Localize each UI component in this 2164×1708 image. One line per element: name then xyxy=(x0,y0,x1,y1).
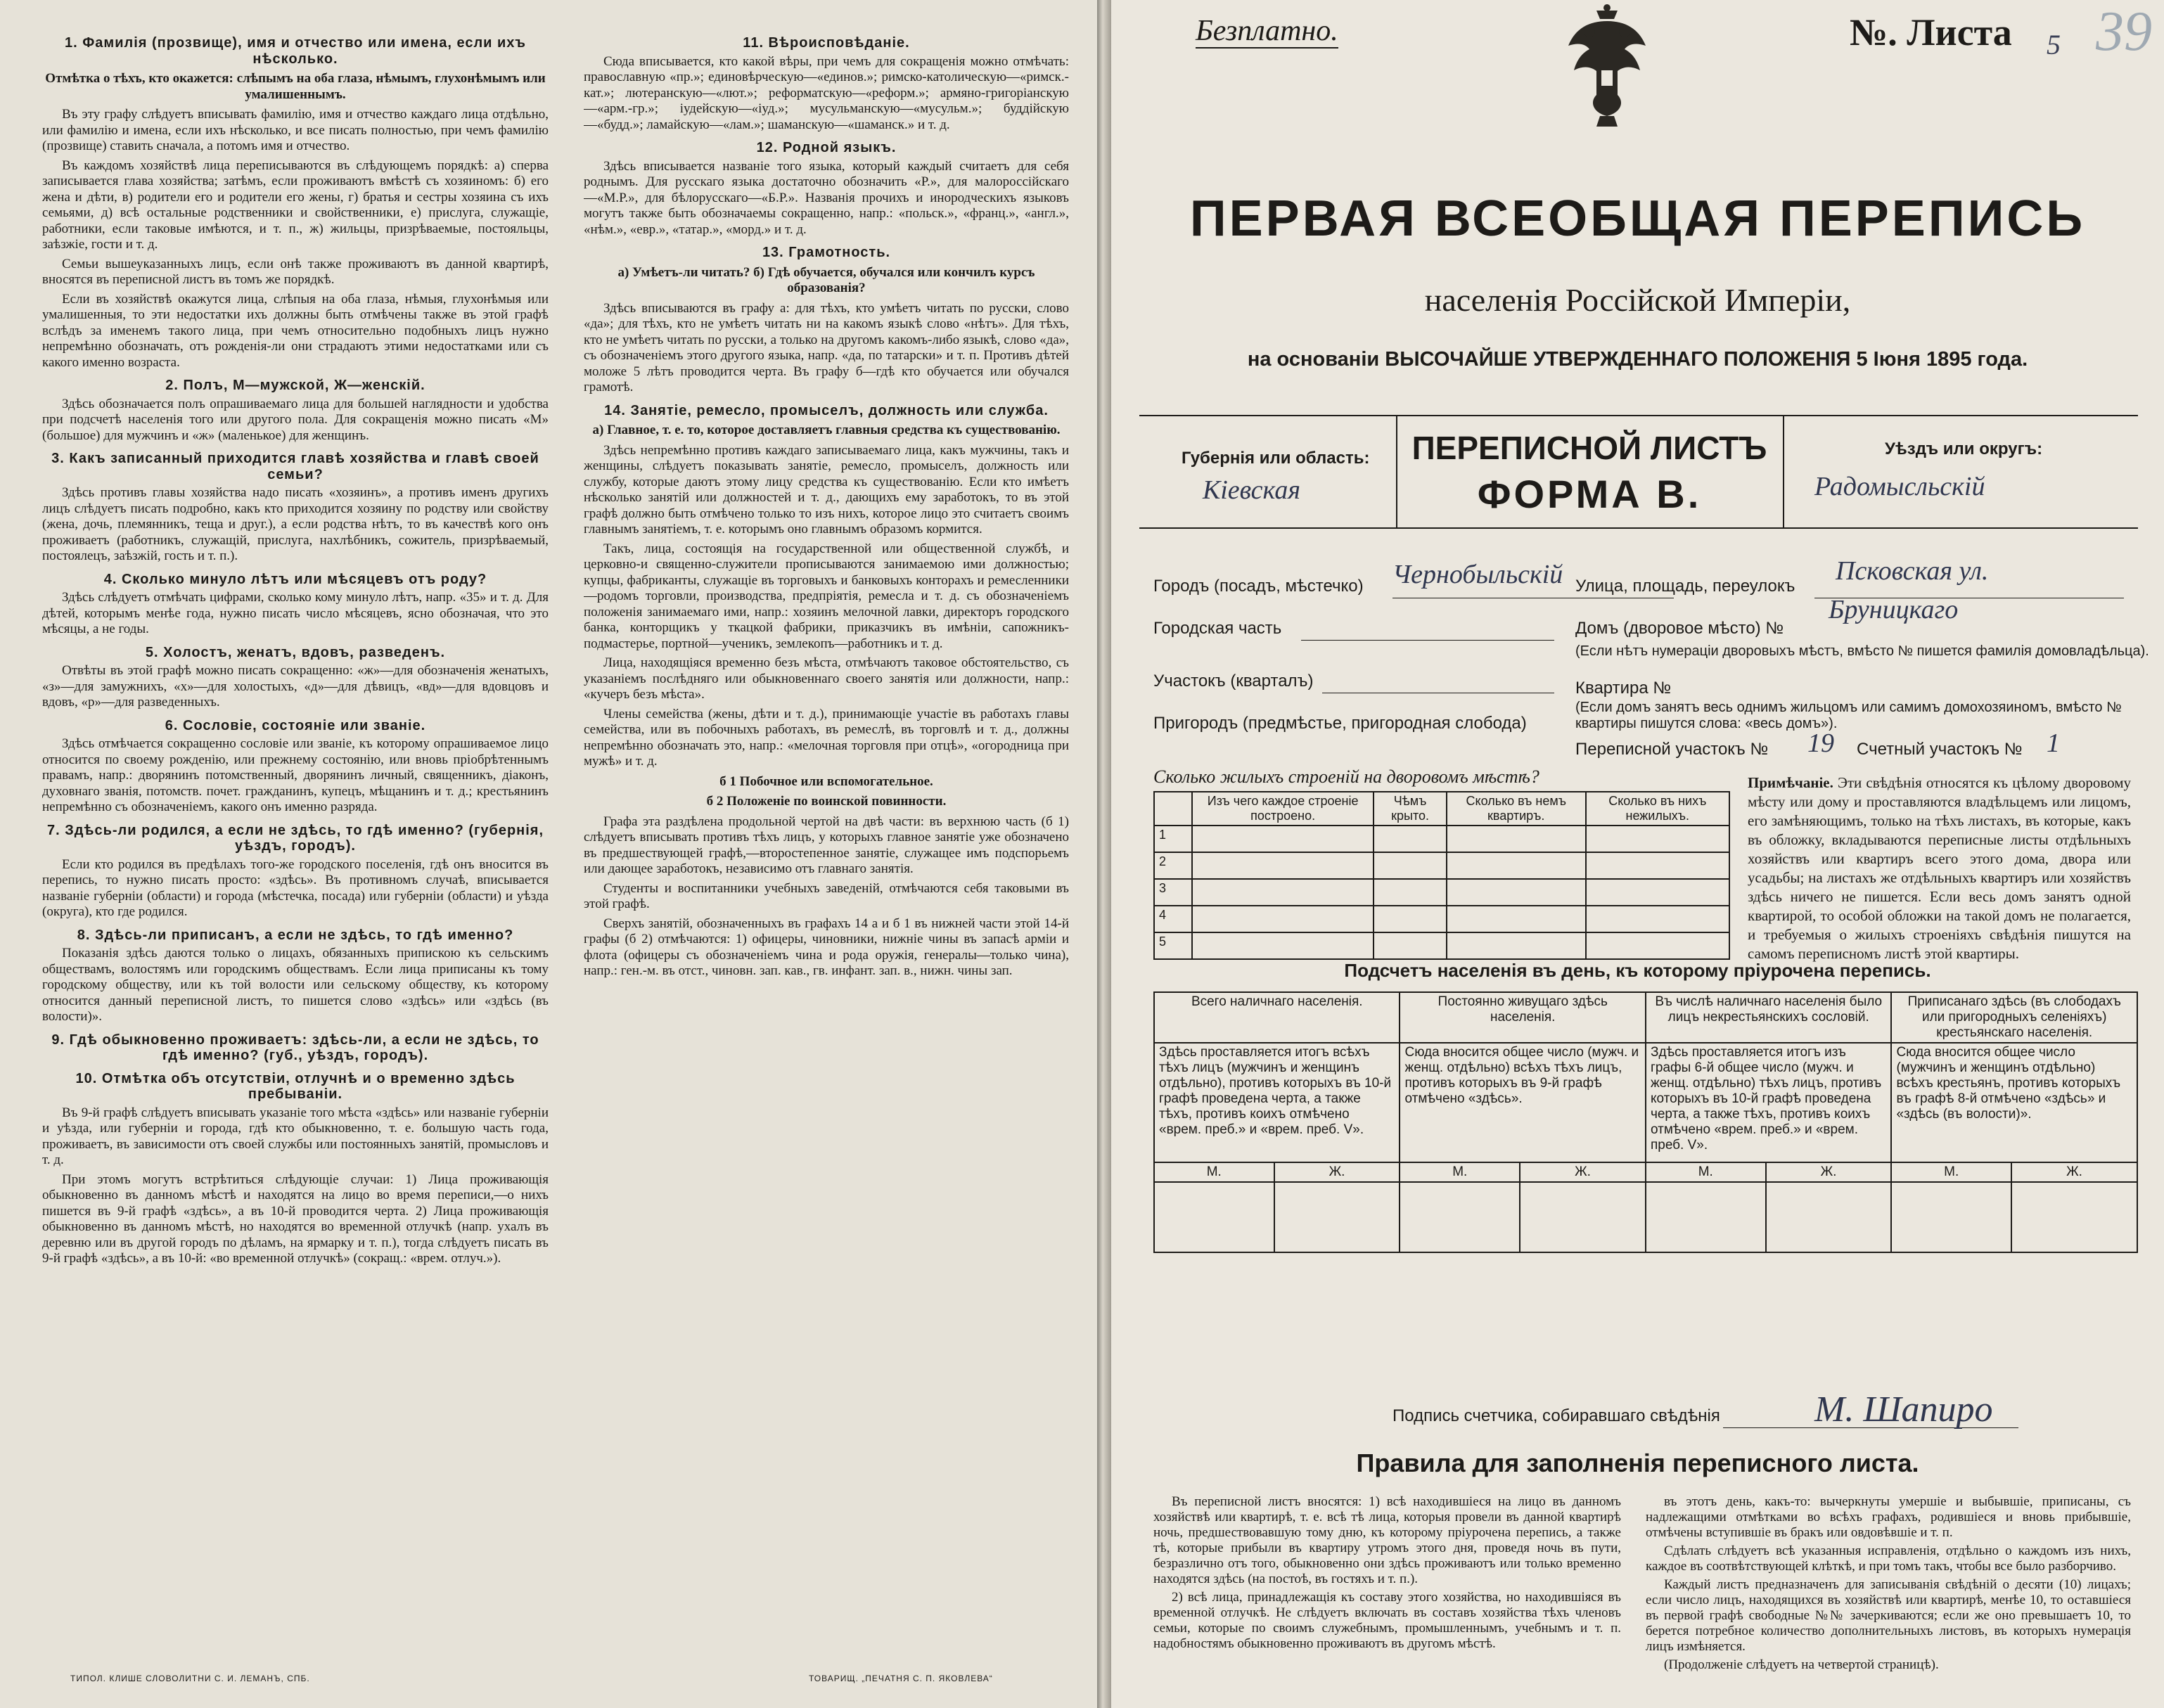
section-subheading: Отмѣтка о тѣхъ, кто окажется: слѣпымъ на оба глаза, нѣмымъ, глухонѣмымъ или умалишеннымъ. xyxy=(45,71,546,102)
buildings-row xyxy=(1154,879,1729,906)
rules-paragraph: въ этотъ день, какъ-то: вычеркнуты умершіе и выбывшіе, приписаны, съ надлежащими отмѣтками во всѣхъ графахъ, родившіеся и вновь прибывшіе, отмѣчены вступившіе въ бракъ или овдовѣвшіе и т. п. xyxy=(1646,1494,2131,1540)
rules-title: Правила для заполненія переписного листа. xyxy=(1356,1449,1919,1477)
paragraph: Лица, находящіяся временно безъ мѣста, отмѣчаютъ таковое обстоятельство, съ указаніемъ послѣдняго или обыкновеннаго своего занятія или должности, напр.: «кучеръ безъ мѣста». xyxy=(584,655,1069,702)
count-desc-peasant: Сюда вносится общее число (мужчинъ и женщинъ отдѣльно) всѣхъ крестьянъ, противъ которыхъ въ графѣ 8-й отмѣчено «здѣсь» и «здѣсь (въ волости)». xyxy=(1891,1043,2137,1162)
rules-column-1 xyxy=(1153,1494,1621,1698)
section-heading: 12. Родной языкъ. xyxy=(756,140,897,155)
note-title: Примѣчаніе. xyxy=(1748,774,1833,791)
row-number: 1 xyxy=(1154,826,1192,852)
row-number: 5 xyxy=(1154,932,1192,959)
count-col-peasant: Приписанаго здѣсь (въ слободахъ или пригородныхъ селеніяхъ) крестьянскаго населенія. xyxy=(1891,992,2137,1043)
female-col: Ж. xyxy=(1274,1162,1400,1182)
female-col: Ж. xyxy=(1766,1162,1892,1182)
section-heading: 9. Гдѣ обыкновенно проживаетъ: здѣсь-ли, а если не здѣсь, то гдѣ именно? (губ., уѣздъ, городъ). xyxy=(51,1032,539,1063)
section-heading: 14. Занятіе, ремесло, промыселъ, должность или служба. xyxy=(604,402,1049,418)
census-subtitle: населенія Россійской Имперіи, xyxy=(1424,282,1851,318)
census-title: ПЕРВАЯ ВСЕОБЩАЯ ПЕРЕПИСЬ xyxy=(1189,191,2086,247)
uezd-label: Уѣздъ или округъ: xyxy=(1885,439,2043,458)
city-label: Городъ (посадъ, мѣстечко) xyxy=(1153,577,1364,596)
buildings-table xyxy=(1153,791,1730,960)
rules-paragraph: 2) всѣ лица, принадлежащія къ составу этого хозяйства, но находившіяся въ временной отлучкѣ. Не слѣдуетъ включать въ составъ хозяйства тѣхъ членовъ семьи, которые по своимъ служебнымъ, промышленнымъ, учебнымъ и т. п. надобностямъ обыкновенно проживаютъ въ другомъ мѣстѣ. xyxy=(1153,1590,1621,1651)
count-precinct-value: 1 xyxy=(2047,728,2060,758)
district-label: Городская часть xyxy=(1153,619,1282,638)
paragraph: Въ каждомъ хозяйствѣ лица переписываются въ слѣдующемъ порядкѣ: а) сперва записывается глава хозяйства; затѣмъ, если проживаютъ вмѣстѣ съ хозяиномъ: б) его жена и дѣти, в) родители его и родители его жены, г) братья и сестры хозяина съ ихъ семьями, д) всѣ остальные родственники и свойственники, е) прислуга, служащіе, работники, если таковые имѣются, и т. п., ж) жильцы, призрѣваемые, постояльцы, заѣзжіе, гости и т. д. xyxy=(42,158,549,252)
row-number: 2 xyxy=(1154,852,1192,879)
paragraph: Здѣсь вписываются въ графу а: для тѣхъ, кто умѣетъ читать по русски, слово «да»; для тѣхъ, кто не умѣетъ читать ни на какомъ языкѣ слово «нѣтъ». Для тѣхъ, кто не умѣетъ читать по русски, а только на другомъ какомъ-либо языкѣ, слово «да», съ обозначеніемъ этого другого языка, напр. «да, по татарски» и т. п. Противъ дѣтей моложе 5 лѣтъ проводится черта. Въ графу б—гдѣ кто обучается или обучался грамотѣ. xyxy=(584,300,1069,394)
male-col: М. xyxy=(1891,1162,2011,1182)
section-heading: 2. Полъ, М—мужской, Ж—женскій. xyxy=(165,378,425,393)
count-desc-permanent: Сюда вносится общее число (мужч. и женщ. отдѣльно) всѣхъ тѣхъ лицъ, противъ которыхъ въ 9-й графѣ отмѣчено «здѣсь». xyxy=(1400,1043,1645,1162)
buildings-col-roof: Чѣмъ крыто. xyxy=(1374,792,1447,826)
precinct-label: Участокъ (кварталъ) xyxy=(1153,672,1314,691)
paragraph: Въ 9-й графѣ слѣдуетъ вписывать указаніе того мѣста «здѣсь» или названіе губерніи и уѣзда, или губерніи и города, гдѣ кто обыкновенно, т. е. большую часть года, проживаетъ, въ зависимости отъ своей службы или постоянныхъ занятій, промысловъ и т. д. xyxy=(42,1105,549,1167)
section-heading: 7. Здѣсь-ли родился, а если не здѣсь, то гдѣ именно? (губернія, уѣздъ, городъ). xyxy=(46,822,544,854)
buildings-question: Сколько жилыхъ строеній на дворовомъ мѣстѣ? xyxy=(1153,766,1539,787)
paragraph: Здѣсь непремѣнно противъ каждаго записываемаго лица, какъ мужчины, такъ и женщины, слѣдуетъ показывать занятіе, ремесло, промыселъ, должность или службу, которые даютъ этому лицу средства къ существованію. Если кто имѣетъ нѣсколько занятій или должностей и т. д., дающихъ ему заработокъ, то въ этой графѣ должно быть отмѣчено только то изъ нихъ, которое лицо это считаетъ своимъ главнымъ занятіемъ, т. е. которымъ оно главнымъ образомъ кормится. xyxy=(584,442,1069,537)
census-legal-basis: на основаніи ВЫСОЧАЙШЕ УТВЕРЖДЕННАГО ПОЛОЖЕНІЯ 5 Іюня 1895 года. xyxy=(1247,348,2028,371)
buildings-col-material: Изъ чего каждое строеніе построено. xyxy=(1192,792,1374,826)
section-heading: 8. Здѣсь-ли приписанъ, а если не здѣсь, то гдѣ именно? xyxy=(77,927,514,943)
double-headed-eagle-emblem xyxy=(1561,4,1653,130)
gubernia-value: Кіевская xyxy=(1203,475,1301,505)
count-desc-total: Здѣсь проставляется итогъ всѣхъ тѣхъ лицъ (мужчинъ и женщинъ отдѣльно), противъ которыхъ въ 10-й графѣ проведена черта, а также тѣхъ, противъ коихъ отмѣчено «врем. преб.» и «врем. преб. V». xyxy=(1154,1043,1400,1162)
district-line xyxy=(1301,640,1554,641)
paragraph: Отвѣты въ этой графѣ можно писать сокращенно: «ж»—для обозначенія женатыхъ, «з»—для замужнихъ, «х»—для холостыхъ, «д»—для дѣвицъ, «вд»—для вдовцовъ и вдовъ, «р»—для разведенныхъ. xyxy=(42,663,549,709)
paragraph: Показанія здѣсь даются только о лицахъ, обязанныхъ припискою къ сельскимъ обществамъ, волостямъ или городскимъ обществамъ. Если лица приписаны къ тому городскому обществу, или къ той волости или сельскому обществу, къ которому относится данный переписной листъ, то пишется слово «здѣсь» или «здѣсь (въ волости)». xyxy=(42,946,549,1024)
instructions-column-2 xyxy=(584,28,1069,1667)
rules-paragraph: Въ переписной листъ вносятся: 1) всѣ находившіеся на лицо въ данномъ хозяйствѣ или квартирѣ, т. е. всѣ тѣ лица, которыя провели въ данной квартирѣ ночь, предшествовавшую тому дню, къ которому пріурочена перепись, а также тѣ, которые прибыли въ квартиру утромъ этого дня, проведя ночь въ пути, безразлично отъ того, обыкновенно они здѣсь проживаютъ или только временно находятся здѣсь (на постоѣ, въ гостяхъ и т. п.). xyxy=(1153,1494,1621,1586)
street-value: Псковская ул. xyxy=(1836,556,1989,586)
note-text: Эти свѣдѣнія относятся къ цѣлому дворовому мѣсту или дому и проставляются владѣльцемъ или лицомъ, его замѣняющимъ, только на тѣхъ листахъ, въ которые, какъ въ обложку, вкладываются переписные листы отдѣльныхъ хозяйствъ или квартиръ всего этого дома, двора или усадьбы; на листахъ же отдѣльныхъ квартиръ или хозяйствъ здѣсь ничего не пишется. Если весь домъ занятъ одной квартирой, то особой обложки на такой домъ не полагается, и требуемыя о жилыхъ строеніяхъ свѣдѣнія пишутся на самомъ переписномъ листѣ этой квартиры. xyxy=(1748,774,2131,962)
form-subtitle: ФОРМА В. xyxy=(1477,472,1702,516)
paragraph: Здѣсь противъ главы хозяйства надо писать «хозяинъ», а противъ именъ другихъ лицъ слѣдуетъ писать подробно, какъ кто приходится хозяину по родству или свойству (жена, дочь, племянникъ, теща и друг.), а если родства нѣтъ, то въ качествѣ кого онъ проживаетъ (работникъ, служащій, прислуга, нахлѣбникъ, сожитель, призрѣваемый, постоялецъ, заѣзжій, гость и т. п.). xyxy=(42,485,549,563)
buildings-row xyxy=(1154,852,1729,879)
female-col: Ж. xyxy=(2011,1162,2137,1182)
row-number: 4 xyxy=(1154,906,1192,932)
printer-imprint-right: ТОВАРИЩ. „ПЕЧАТНЯ С. П. ЯКОВЛЕВА“ xyxy=(809,1674,993,1683)
paragraph: Сюда вписывается, кто какой вѣры, при чемъ для сокращенія можно отмѣчать: православную «пр.»; единовѣрческую—«единов.»; римско-католическую—«римск.-кат.»; лютеранскую—«лют.»; реформатскую—«реформ.»; армяно-григоріанскую—«арм.-гр.»; іудейскую—«іуд.»; мусульманскую—«мусульм.»; буддійскую—«будд.»; ламайскую—«лам.»; шаманскую—«шаманск.» и т. д. xyxy=(584,53,1069,132)
uezd-value: Радомысльскій xyxy=(1814,472,1985,501)
count-col-total: Всего наличнаго населенія. xyxy=(1154,992,1400,1043)
house-value: Бруницкаго xyxy=(1829,595,1959,624)
buildings-row xyxy=(1154,932,1729,959)
section-subheading: б 2 Положеніе по воинской повинности. xyxy=(706,794,947,809)
paragraph: При этомъ могутъ встрѣтиться слѣдующіе случаи: 1) Лица проживающія обыкновенно въ данномъ мѣстѣ и находятся на лицо во время переписи,—о нихъ пишется въ 9-й графѣ «здѣсь», а въ 10-й проводится черта. 2) Лица проживающія обыкновенно въ данномъ мѣстѣ, но находятся во временной отлучкѣ (напр. ухалъ въ деревню или въ другой городъ по дѣламъ, на ярмарку и т. п.), тогда слѣдуетъ писать въ 9-й графѣ «здѣсь», а въ 10-й: «во временной отлучкѣ» (сокращ.: «врем. отлуч.»). xyxy=(42,1171,549,1266)
sheet-number-value: 5 xyxy=(2047,29,2061,60)
paragraph: Студенты и воспитанники учебныхъ заведеній, отмѣчаются себя таковыми въ этой графѣ. xyxy=(584,880,1069,911)
count-col-permanent: Постоянно живущаго здѣсь населенія. xyxy=(1400,992,1645,1043)
section-subheading: б 1 Побочное или вспомогательное. xyxy=(719,773,933,789)
section-heading: 11. Вѣроисповѣданіе. xyxy=(743,35,910,51)
street-label: Улица, площадь, переулокъ xyxy=(1575,577,1795,596)
paragraph: Здѣсь слѣдуетъ отмѣчать цифрами, сколько кому минуло лѣтъ, напр. «35» и т. д. Для дѣтей, которымъ менѣе года, нужно писать число мѣсяцевъ, ясно обозначая, что это мѣсяцы, а не годы. xyxy=(42,590,549,636)
row-number: 3 xyxy=(1154,879,1192,906)
archive-stamp-number: 39 xyxy=(2096,1,2152,63)
section-heading: 1. Фамилія (прозвище), имя и отчество или имена, если ихъ нѣсколько. xyxy=(64,35,526,67)
buildings-row-header xyxy=(1154,792,1192,826)
gubernia-label: Губернія или область: xyxy=(1182,449,1370,468)
rules-paragraph: Каждый листъ предназначенъ для записыванія свѣдѣній о десяти (10) лицахъ; если число лицъ, находящихся въ хозяйствѣ или квартирѣ, менѣе 10, то оставшіеся въ первой графѣ свободные №№ зачеркиваются; если же оно превышаетъ 10, то берется потребное количество дополнительныхъ листовъ, въ которыхъ нумерація лицъ измѣняется. xyxy=(1646,1577,2131,1654)
paragraph: Здѣсь вписывается названіе того языка, который каждый считаетъ для себя роднымъ. Для русскаго языка достаточно обозначить «Р.», для малороссійскаго—«М.Р.», для бѣлорусскаго—«Б.Р.». Названія прочихъ и инородческихъ языковъ могутъ также быть обозначаемы сокращенно, напр.: «польск.», «франц.», «англ.», «нѣм.», «евр.», «татар.», «морд.» и т. д. xyxy=(584,158,1069,237)
form-header-top-rule xyxy=(1139,415,2138,416)
male-col: М. xyxy=(1154,1162,1274,1182)
buildings-row xyxy=(1154,906,1729,932)
section-heading: 13. Грамотность. xyxy=(762,245,891,260)
rules-paragraph: Сдѣлать слѣдуетъ всѣ указанныя исправленія, отдѣльно о каждомъ изъ нихъ, каждое въ соотвѣтствующей клѣткѣ, и при томъ такъ, чтобы все было разборчиво. xyxy=(1646,1543,2131,1574)
population-count-table xyxy=(1153,991,2138,1253)
section-subheading: а) Главное, т. е. то, которое доставляетъ главныя средства къ существованію. xyxy=(592,423,1061,437)
buildings-col-apartments: Сколько въ немъ квартиръ. xyxy=(1447,792,1586,826)
section-heading: 3. Какъ записанный приходится главѣ хозяйства и главѣ своей семьи? xyxy=(51,451,539,482)
paragraph: Сверхъ занятій, обозначенныхъ въ графахъ 14 а и б 1 въ нижней части этой 14-й графы (б 2) отмѣчаются: 1) офицеры, чиновники, нижніе чины въ запасѣ арміи и флота (офицеры съ обозначеніемъ чина и рода оружія, генералы—только чина), напр.: ген.-м. въ отст., чиновн. зап. кав., гв. инфант. зап. в., нижн. чины зап. xyxy=(584,916,1069,978)
signature-label: Подпись счетчика, собиравшаго свѣдѣнія xyxy=(1392,1406,1720,1425)
paragraph: Семьи вышеуказанныхъ лицъ, если онѣ также проживаютъ въ данной квартирѣ, вносятся въ переписной листъ въ томъ же порядкѣ. xyxy=(42,256,549,287)
male-col: М. xyxy=(1646,1162,1766,1182)
free-label: Безплатно. xyxy=(1196,15,1338,47)
section-subheading: а) Умѣетъ-ли читать? б) Гдѣ обучается, обучался или кончилъ курсъ образованія? xyxy=(617,264,1035,295)
printer-imprint-left: ТИПОЛ. КЛИШЕ СЛОВОЛИТНИ С. И. ЛЕМАНЪ, СПБ. xyxy=(70,1674,310,1683)
instructions-column-1 xyxy=(42,28,549,1667)
paragraph: Здѣсь отмѣчается сокращенно сословіе или званіе, къ которому опрашиваемое лицо относится по своему рожденію, или прежнему состоянію, или вновь пріобрѣтеннымъ правамъ, напр.: дворянинъ потомственный, дворянинъ личный, священникъ, діаконъ, духовнаго званія, потомств. почет. гражданинъ, купецъ, мѣщанинъ и т. д.; крестьянинъ непремѣнно съ обозначеніемъ, какого онъ именно разряда. xyxy=(42,736,549,814)
count-cell xyxy=(1154,1182,1274,1252)
paragraph: Если кто родился въ предѣлахъ того-же городского поселенія, гдѣ онъ вносится въ перепись, то нужно писать просто: «здѣсь». Въ противномъ случаѣ, вписывается названіе губерніи (области) и города (мѣстечка, посада) или губерніи (области) и уѣзда (округа), кто где родился. xyxy=(42,856,549,919)
census-precinct-label: Переписной участокъ № xyxy=(1575,740,1769,759)
census-precinct-value: 19 xyxy=(1807,728,1834,758)
section-heading: 10. Отмѣтка объ отсутствіи, отлучнѣ и о временно здѣсь пребываніи. xyxy=(75,1070,516,1102)
enumerator-signature: М. Шапиро xyxy=(1814,1389,1993,1430)
house-note: (Если нѣтъ нумераціи дворовыхъ мѣстъ, вмѣсто № пишется фамилія домовладѣльца). xyxy=(1575,643,2149,659)
section-heading: 6. Сословіе, состояніе или званіе. xyxy=(165,717,426,733)
paragraph: Если въ хозяйствѣ окажутся лица, слѣпыя на оба глаза, нѣмыя, глухонѣмыя или умалишенныя, то эти недостатки ихъ должны быть отмѣчены также въ этой графѣ вслѣдъ за именемъ такого лица, при чемъ относительно подобныхъ лицъ нужно непремѣнно обозначать, отъ рожденія-ли они страдаютъ этими недостатками или съ какого именно возраста. xyxy=(42,291,549,370)
count-col-non-peasant: Въ числѣ наличнаго населенія было лицъ некрестьянскихъ сословій. xyxy=(1646,992,1891,1043)
section-heading: 5. Холостъ, женатъ, вдовъ, разведенъ. xyxy=(145,644,446,660)
count-desc-non-peasant: Здѣсь проставляется итогъ изъ графы 6-й общее число (мужч. и женщ. отдѣльно) тѣхъ лицъ, противъ которыхъ въ 10-й графѣ проведена черта, а также тѣхъ, противъ коихъ отмѣчено «врем. преб.» и «врем. преб. V». xyxy=(1646,1043,1891,1162)
city-value: Чернобыльскій xyxy=(1392,560,1563,589)
buildings-note xyxy=(1748,773,2131,963)
sheet-number-label: №. Листа xyxy=(1850,11,2012,53)
population-count-heading: Подсчетъ населенія въ день, къ которому пріурочена перепись. xyxy=(1344,960,1931,981)
apartment-label: Квартира № xyxy=(1575,679,1672,698)
paragraph: Графа эта раздѣлена продольной чертой на двѣ части: въ верхнюю часть (б 1) слѣдуетъ вписывать противъ тѣхъ лицъ, у которыхъ главное занятіе уже обозначено въ предшествующей графѣ,—второстепенное занятіе, служащее имъ подспорьемъ или дающее заработокъ, независимо отъ главнаго занятія. xyxy=(584,814,1069,876)
book-gutter xyxy=(1097,0,1111,1708)
form-title: ПЕРЕПИСНОЙ ЛИСТЪ xyxy=(1411,430,1767,466)
count-precinct-label: Счетный участокъ № xyxy=(1857,740,2023,759)
form-header-divider-right xyxy=(1783,415,1784,527)
male-col: М. xyxy=(1400,1162,1520,1182)
section-heading: 4. Сколько минуло лѣтъ или мѣсяцевъ отъ роду? xyxy=(103,571,487,587)
paragraph: Здѣсь обозначается полъ опрашиваемаго лица для большей наглядности и удобства при подсчетѣ населенія того или другого пола. Для сокращенія можно писать «М» (большое) для мужчинъ и «ж» (маленькое) для женщинъ. xyxy=(42,396,549,443)
house-label: Домъ (дворовое мѣсто) № xyxy=(1575,619,1784,638)
rules-paragraph: (Продолженіе слѣдуетъ на четвертой страницѣ). xyxy=(1664,1657,1939,1672)
rules-column-2 xyxy=(1646,1494,2131,1698)
paragraph: Такъ, лица, состоящія на государственной или общественной службѣ, и церковно-и священно-служители прописываются занимаемою ими должностью; купцы, фабриканты, служащіе въ торговыхъ и банковыхъ конторахъ и ремесленники—родомъ торговли, производства, предпріятія, ремесла и т. д. съ обозначеніемъ положенія занимаемаго ими, напр.: хозяинъ мелочной лавки, директоръ городского банка, конторщикъ у ткацкой фабрики, приказчикъ въ имѣніи, сапожникъ-подмастерье, портной—ученикъ, землекопъ—работникъ и т. д. xyxy=(584,541,1069,651)
apartment-note: (Если домъ занятъ весь однимъ жильцомъ или самимъ домохозяиномъ, вмѣсто № квартиры пишутся слова: «весь домъ»). xyxy=(1575,700,2122,731)
form-header-bottom-rule xyxy=(1139,527,2138,529)
paragraph: Члены семейства (жены, дѣти и т. д.), принимающіе участіе въ работахъ главы семейства, или въ побочныхъ работахъ, въ ремеслѣ, въ торговлѣ и т. д., должны непремѣнно обозначать это, напр.: «мелочная торговля при отцѣ», «огородница при мужѣ» и т. д. xyxy=(584,706,1069,769)
form-header-divider-left xyxy=(1396,415,1397,527)
paragraph: Въ эту графу слѣдуетъ вписывать фамилію, имя и отчество каждаго лица отдѣльно, или фамилію и имена, если ихъ нѣсколько, и все писать полностью, при чемъ фамилію (прозвище) ставить сначала, а потомъ имя и отчество. xyxy=(42,107,549,153)
right-page xyxy=(1111,0,2164,1708)
buildings-col-nonresidential: Сколько въ нихъ нежилыхъ. xyxy=(1586,792,1729,826)
female-col: Ж. xyxy=(1520,1162,1646,1182)
buildings-row xyxy=(1154,826,1729,852)
suburb-label: Пригородъ (предмѣстье, пригородная слобода) xyxy=(1153,714,1527,733)
